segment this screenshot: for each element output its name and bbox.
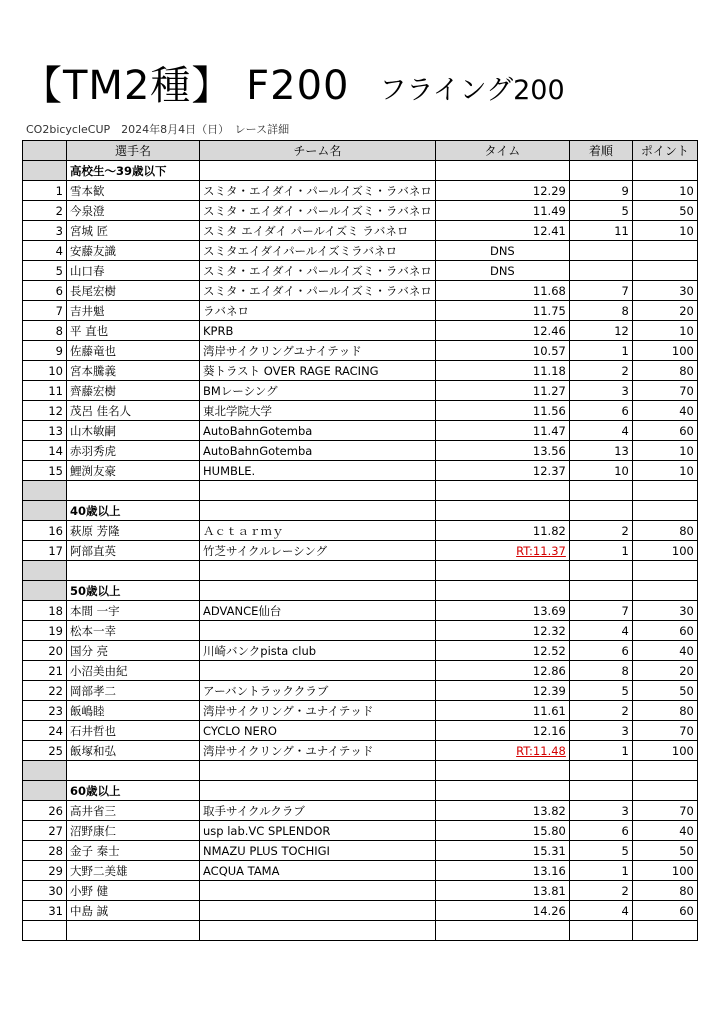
table-row <box>23 681 698 701</box>
cell-team: スミタ・エイダイ・パールイズミ・ラバネロ <box>200 201 436 221</box>
cell-time: 11.68 <box>435 281 569 301</box>
cell-points: 80 <box>632 701 697 721</box>
blank-cell <box>569 481 632 501</box>
cell-no: 9 <box>23 341 67 361</box>
cell-team: スミタエイダイパールイズミラバネロ <box>200 241 436 261</box>
cell-name: 金子 秦士 <box>67 841 200 861</box>
table-row <box>23 661 698 681</box>
blank-row <box>23 561 698 581</box>
cell-no: 2 <box>23 201 67 221</box>
cell-points: 60 <box>632 421 697 441</box>
cell-place: 10 <box>569 461 632 481</box>
cell-no: 7 <box>23 301 67 321</box>
table-row <box>23 201 698 221</box>
cell-place: 1 <box>569 541 632 561</box>
blank-cell <box>67 561 200 581</box>
cell-team: ACQUA TAMA <box>200 861 436 881</box>
cell-place <box>569 241 632 261</box>
cell-team: NMAZU PLUS TOCHIGI <box>200 841 436 861</box>
table-row <box>23 601 698 621</box>
blank-cell <box>200 921 436 941</box>
cell-points: 10 <box>632 221 697 241</box>
cell-place: 13 <box>569 441 632 461</box>
cell-name: 岡部孝二 <box>67 681 200 701</box>
cell-no: 13 <box>23 421 67 441</box>
section-empty-cell <box>632 501 697 521</box>
cell-place <box>569 261 632 281</box>
section-empty-cell <box>569 781 632 801</box>
event-subtitle: フライング200 <box>379 75 565 106</box>
blank-cell <box>200 481 436 501</box>
cell-no: 10 <box>23 361 67 381</box>
cell-name: 沼野康仁 <box>67 821 200 841</box>
cell-points: 10 <box>632 461 697 481</box>
blank-cell <box>200 561 436 581</box>
table-row <box>23 741 698 761</box>
cell-no: 6 <box>23 281 67 301</box>
cell-name: 吉井魁 <box>67 301 200 321</box>
cell-name: 飯塚和弘 <box>67 741 200 761</box>
section-row <box>23 781 698 801</box>
cell-name: 萩原 芳隆 <box>67 521 200 541</box>
cell-no: 19 <box>23 621 67 641</box>
cell-time: 14.26 <box>435 901 569 921</box>
cell-no: 25 <box>23 741 67 761</box>
cell-name: 宮城 匠 <box>67 221 200 241</box>
section-empty-cell <box>200 501 436 521</box>
cell-no: 1 <box>23 181 67 201</box>
cell-name: 中島 誠 <box>67 901 200 921</box>
cell-name: 齊藤宏樹 <box>67 381 200 401</box>
cell-no: 29 <box>23 861 67 881</box>
cell-points: 10 <box>632 321 697 341</box>
cell-team: アーバントラッククラブ <box>200 681 436 701</box>
table-row <box>23 861 698 881</box>
cell-place: 8 <box>569 661 632 681</box>
blank-row <box>23 481 698 501</box>
cell-team: 取手サイクルクラブ <box>200 801 436 821</box>
cell-no: 21 <box>23 661 67 681</box>
cell-time: 11.75 <box>435 301 569 321</box>
blank-cell <box>435 561 569 581</box>
section-empty-cell <box>435 581 569 601</box>
cell-time: 11.49 <box>435 201 569 221</box>
table-row <box>23 521 698 541</box>
cell-points: 100 <box>632 341 697 361</box>
section-row <box>23 581 698 601</box>
cell-place: 1 <box>569 341 632 361</box>
blank-cell <box>23 921 67 941</box>
cell-points: 30 <box>632 601 697 621</box>
cell-team: スミタ・エイダイ・パールイズミ・ラバネロ <box>200 261 436 281</box>
cell-time: 13.82 <box>435 801 569 821</box>
section-empty-cell <box>200 581 436 601</box>
table-row <box>23 721 698 741</box>
cell-place: 3 <box>569 721 632 741</box>
cell-team: 湾岸サイクリング・ユナイテッド <box>200 741 436 761</box>
cell-place: 4 <box>569 901 632 921</box>
cell-team: 東北学院大学 <box>200 401 436 421</box>
cell-points: 50 <box>632 201 697 221</box>
table-row <box>23 881 698 901</box>
cell-points: 60 <box>632 901 697 921</box>
section-empty-cell <box>435 501 569 521</box>
cell-points: 20 <box>632 301 697 321</box>
blank-cell <box>435 481 569 501</box>
table-row <box>23 301 698 321</box>
blank-cell <box>23 761 67 781</box>
cell-no: 30 <box>23 881 67 901</box>
cell-name: 山木敏嗣 <box>67 421 200 441</box>
section-label: 50歳以上 <box>67 581 200 601</box>
cell-place: 6 <box>569 821 632 841</box>
cell-place: 2 <box>569 881 632 901</box>
cell-team: HUMBLE. <box>200 461 436 481</box>
cell-place: 6 <box>569 641 632 661</box>
table-row <box>23 701 698 721</box>
cell-team: CYCLO NERO <box>200 721 436 741</box>
cell-time: 11.27 <box>435 381 569 401</box>
section-no-cell <box>23 501 67 521</box>
section-empty-cell <box>569 501 632 521</box>
cell-name: 高井省三 <box>67 801 200 821</box>
cell-place: 5 <box>569 201 632 221</box>
cell-place: 1 <box>569 741 632 761</box>
table-row <box>23 541 698 561</box>
section-no-cell <box>23 161 67 181</box>
table-row <box>23 841 698 861</box>
section-empty-cell <box>569 161 632 181</box>
cell-no: 27 <box>23 821 67 841</box>
cell-time: 13.56 <box>435 441 569 461</box>
cell-no: 12 <box>23 401 67 421</box>
cell-team: ADVANCE仙台 <box>200 601 436 621</box>
table-row <box>23 461 698 481</box>
cell-place: 2 <box>569 521 632 541</box>
cell-no: 4 <box>23 241 67 261</box>
section-empty-cell <box>632 581 697 601</box>
cell-time: 12.52 <box>435 641 569 661</box>
cell-no: 17 <box>23 541 67 561</box>
blank-cell <box>23 481 67 501</box>
section-empty-cell <box>569 581 632 601</box>
cell-name: 平 直也 <box>67 321 200 341</box>
cell-name: 飯嶋睦 <box>67 701 200 721</box>
cell-time: 12.41 <box>435 221 569 241</box>
cell-time: 15.31 <box>435 841 569 861</box>
cell-name: 今泉澄 <box>67 201 200 221</box>
cell-name: 茂呂 佳名人 <box>67 401 200 421</box>
cell-points: 40 <box>632 401 697 421</box>
event-info: CO2bicycleCUP 2024年8月4日（日） レース詳細 <box>26 123 290 136</box>
cell-time: 11.47 <box>435 421 569 441</box>
cell-name: 小野 健 <box>67 881 200 901</box>
header-points: ポイント <box>632 141 697 161</box>
cell-time: 13.16 <box>435 861 569 881</box>
cell-team: スミタ エイダイ パールイズミ ラバネロ <box>200 221 436 241</box>
cell-time: 11.18 <box>435 361 569 381</box>
table-row <box>23 381 698 401</box>
table-row <box>23 421 698 441</box>
cell-points: 50 <box>632 681 697 701</box>
table-row <box>23 641 698 661</box>
cell-points: 40 <box>632 641 697 661</box>
cell-no: 31 <box>23 901 67 921</box>
table-row <box>23 281 698 301</box>
cell-no: 26 <box>23 801 67 821</box>
section-empty-cell <box>435 161 569 181</box>
cell-name: 雪本歓 <box>67 181 200 201</box>
cell-points: 30 <box>632 281 697 301</box>
record-time: RT:11.48 <box>516 743 566 758</box>
section-empty-cell <box>632 161 697 181</box>
cell-no: 18 <box>23 601 67 621</box>
cell-place: 4 <box>569 421 632 441</box>
blank-cell <box>67 761 200 781</box>
cell-team: 川崎バンクpista club <box>200 641 436 661</box>
results-body <box>23 161 698 941</box>
table-row <box>23 401 698 421</box>
table-row <box>23 901 698 921</box>
cell-no: 22 <box>23 681 67 701</box>
cell-team: スミタ・エイダイ・パールイズミ・ラバネロ <box>200 281 436 301</box>
cell-time: 10.57 <box>435 341 569 361</box>
cell-points: 10 <box>632 441 697 461</box>
cell-team: 葵トラスト OVER RAGE RACING <box>200 361 436 381</box>
cell-place: 11 <box>569 221 632 241</box>
cell-no: 16 <box>23 521 67 541</box>
cell-name: 赤羽秀虎 <box>67 441 200 461</box>
header-no <box>23 141 67 161</box>
cell-no: 14 <box>23 441 67 461</box>
page-title <box>22 63 565 109</box>
cell-no: 20 <box>23 641 67 661</box>
cell-place: 9 <box>569 181 632 201</box>
cell-no: 3 <box>23 221 67 241</box>
section-label: 40歳以上 <box>67 501 200 521</box>
cell-points: 100 <box>632 741 697 761</box>
cell-name: 佐藤竜也 <box>67 341 200 361</box>
record-time: RT:11.37 <box>516 543 566 558</box>
cell-points: 100 <box>632 861 697 881</box>
cell-team: 湾岸サイクリングユナイテッド <box>200 341 436 361</box>
cell-team <box>200 661 436 681</box>
cell-points: 70 <box>632 721 697 741</box>
cell-time: 12.39 <box>435 681 569 701</box>
table-row <box>23 341 698 361</box>
table-row <box>23 221 698 241</box>
cell-points: 70 <box>632 801 697 821</box>
cell-no: 5 <box>23 261 67 281</box>
blank-row <box>23 761 698 781</box>
cell-place: 2 <box>569 361 632 381</box>
cell-no: 8 <box>23 321 67 341</box>
table-row <box>23 821 698 841</box>
cell-time: 12.32 <box>435 621 569 641</box>
cell-place: 5 <box>569 841 632 861</box>
cell-place: 3 <box>569 801 632 821</box>
blank-cell <box>569 761 632 781</box>
cell-points: 60 <box>632 621 697 641</box>
cell-team <box>200 881 436 901</box>
cell-team: AutoBahnGotemba <box>200 421 436 441</box>
cell-points: 70 <box>632 381 697 401</box>
cell-name: 本間 一宇 <box>67 601 200 621</box>
cell-time <box>435 541 569 561</box>
cell-time: 13.81 <box>435 881 569 901</box>
cell-team: usp lab.VC SPLENDOR <box>200 821 436 841</box>
table-row <box>23 801 698 821</box>
cell-place: 2 <box>569 701 632 721</box>
section-no-cell <box>23 581 67 601</box>
cell-no: 23 <box>23 701 67 721</box>
cell-points: 40 <box>632 821 697 841</box>
section-label: 高校生～39歳以下 <box>67 161 200 181</box>
cell-points: 20 <box>632 661 697 681</box>
header-place: 着順 <box>569 141 632 161</box>
blank-cell <box>67 481 200 501</box>
cell-team: 湾岸サイクリング・ユナイテッド <box>200 701 436 721</box>
table-row <box>23 261 698 281</box>
cell-name: 国分 亮 <box>67 641 200 661</box>
cell-name: 鯉渕友豪 <box>67 461 200 481</box>
cell-team: スミタ・エイダイ・パールイズミ・ラバネロ <box>200 181 436 201</box>
blank-cell <box>632 761 697 781</box>
cell-team: Ａｃｔａｒｍｙ <box>200 521 436 541</box>
header-time: タイム <box>435 141 569 161</box>
cell-place: 5 <box>569 681 632 701</box>
table-row <box>23 441 698 461</box>
cell-points <box>632 261 697 281</box>
section-empty-cell <box>632 781 697 801</box>
table-row <box>23 241 698 261</box>
blank-cell <box>23 561 67 581</box>
section-no-cell <box>23 781 67 801</box>
cell-points: 80 <box>632 361 697 381</box>
cell-time: 15.80 <box>435 821 569 841</box>
cell-place: 7 <box>569 281 632 301</box>
blank-cell <box>435 921 569 941</box>
cell-team: ラバネロ <box>200 301 436 321</box>
cell-points: 10 <box>632 181 697 201</box>
cell-time: 12.37 <box>435 461 569 481</box>
blank-cell <box>632 561 697 581</box>
cell-no: 15 <box>23 461 67 481</box>
cell-points: 100 <box>632 541 697 561</box>
blank-cell <box>200 761 436 781</box>
cell-place: 3 <box>569 381 632 401</box>
cell-time: DNS <box>435 261 569 281</box>
cell-place: 12 <box>569 321 632 341</box>
cell-name: 宮本騰義 <box>67 361 200 381</box>
table-row <box>23 321 698 341</box>
cell-name: 山口春 <box>67 261 200 281</box>
cell-name: 長尾宏樹 <box>67 281 200 301</box>
cell-team: BMレーシング <box>200 381 436 401</box>
cell-name: 小沼美由紀 <box>67 661 200 681</box>
cell-points: 50 <box>632 841 697 861</box>
cell-points: 80 <box>632 521 697 541</box>
cell-time: 11.56 <box>435 401 569 421</box>
cell-team <box>200 901 436 921</box>
event-title: 【TM2種】 F200 <box>22 63 350 109</box>
cell-points: 80 <box>632 881 697 901</box>
cell-time: 12.16 <box>435 721 569 741</box>
cell-no: 28 <box>23 841 67 861</box>
section-row <box>23 501 698 521</box>
cell-place: 8 <box>569 301 632 321</box>
table-header-row <box>23 141 698 161</box>
cell-time: 13.69 <box>435 601 569 621</box>
cell-team: AutoBahnGotemba <box>200 441 436 461</box>
cell-time: 12.46 <box>435 321 569 341</box>
blank-cell <box>632 921 697 941</box>
blank-cell <box>632 481 697 501</box>
blank-row <box>23 921 698 941</box>
section-empty-cell <box>200 161 436 181</box>
cell-place: 7 <box>569 601 632 621</box>
table-row <box>23 621 698 641</box>
cell-name: 安藤友識 <box>67 241 200 261</box>
cell-time: 12.29 <box>435 181 569 201</box>
cell-name: 阿部直英 <box>67 541 200 561</box>
section-empty-cell <box>435 781 569 801</box>
section-label: 60歳以上 <box>67 781 200 801</box>
cell-team <box>200 621 436 641</box>
cell-place: 1 <box>569 861 632 881</box>
cell-name: 松本一幸 <box>67 621 200 641</box>
blank-cell <box>569 921 632 941</box>
blank-cell <box>67 921 200 941</box>
cell-place: 4 <box>569 621 632 641</box>
results-table <box>22 140 698 941</box>
cell-time: DNS <box>435 241 569 261</box>
cell-time: 12.86 <box>435 661 569 681</box>
cell-points <box>632 241 697 261</box>
cell-time <box>435 741 569 761</box>
cell-team: 竹芝サイクルレーシング <box>200 541 436 561</box>
cell-time: 11.61 <box>435 701 569 721</box>
header-team: チーム名 <box>200 141 436 161</box>
cell-no: 11 <box>23 381 67 401</box>
header-name: 選手名 <box>67 141 200 161</box>
table-row <box>23 361 698 381</box>
blank-cell <box>569 561 632 581</box>
cell-no: 24 <box>23 721 67 741</box>
cell-name: 石井哲也 <box>67 721 200 741</box>
blank-cell <box>435 761 569 781</box>
cell-name: 大野二美雄 <box>67 861 200 881</box>
cell-place: 6 <box>569 401 632 421</box>
table-row <box>23 181 698 201</box>
cell-team: KPRB <box>200 321 436 341</box>
section-row <box>23 161 698 181</box>
cell-time: 11.82 <box>435 521 569 541</box>
section-empty-cell <box>200 781 436 801</box>
